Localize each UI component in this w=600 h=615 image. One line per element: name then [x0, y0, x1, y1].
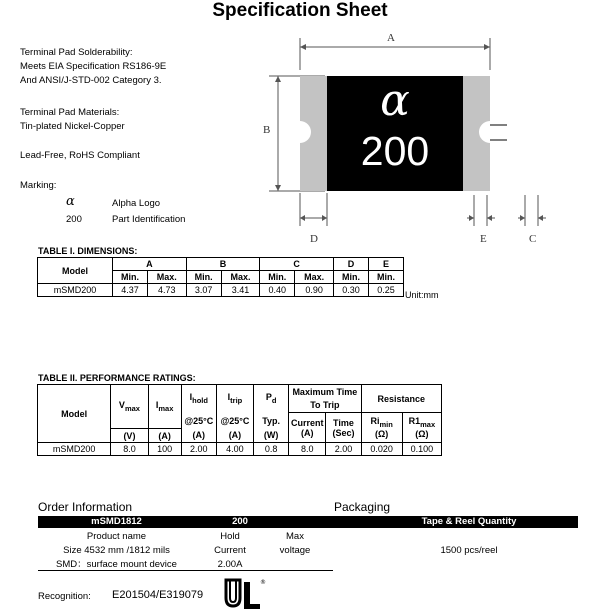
- unit-cell: (W): [254, 429, 289, 443]
- pd-header: $P_d$: [254, 385, 289, 413]
- order-header-bar: [38, 516, 578, 528]
- sub-header: Min.: [260, 271, 295, 284]
- max-time-header: Maximum Time To Trip: [289, 385, 361, 413]
- table-cell: 2.00: [181, 443, 216, 456]
- table-cell: 8.0: [111, 443, 148, 456]
- packaging-bar-label: Tape & Reel Quantity: [421, 516, 517, 527]
- unit-cell: (A): [216, 429, 253, 443]
- compliance-text: Lead-Free, RoHS Compliant: [20, 150, 140, 161]
- materials-line: Tin-plated Nickel-Copper: [20, 121, 125, 132]
- svg-text:®: ®: [260, 579, 266, 586]
- order-bar-part: mSMD1812: [91, 516, 142, 527]
- hold-label: Hold: [220, 531, 240, 542]
- materials-heading: Terminal Pad Materials:: [20, 107, 120, 118]
- sub-header: Min.: [186, 271, 221, 284]
- sub-header: Min.: [333, 271, 368, 284]
- voltage-label: Max: [286, 531, 304, 542]
- table-cell: 2.00: [326, 443, 361, 456]
- table1-caption: TABLE I. DIMENSIONS:: [38, 246, 138, 256]
- marking-alpha-desc: Alpha Logo: [112, 198, 161, 209]
- order-col-voltage: [255, 530, 335, 558]
- solderability-block: [20, 46, 166, 88]
- model-header: Model: [38, 385, 111, 443]
- voltage-label-2: voltage: [279, 545, 311, 556]
- table-cell: 0.020: [361, 443, 402, 456]
- order-info-title: Order Information: [38, 500, 133, 514]
- marking-code: 200: [66, 214, 82, 225]
- table-cell: 4.37: [113, 284, 148, 297]
- recognition-label: Recognition:: [38, 591, 91, 602]
- marking-code-desc: Part Identification: [112, 214, 186, 225]
- table-cell: 100: [148, 443, 181, 456]
- r1max-header: $R1_{max}$ (Ω): [402, 413, 441, 443]
- dimensions-table: [37, 257, 404, 297]
- ul-logo-icon: [220, 576, 268, 612]
- ihold-header: $I_{hold}$: [181, 385, 216, 413]
- solderability-line: Meets EIA Specification RS186-9E: [20, 61, 167, 72]
- time-header: Time (Sec): [326, 413, 361, 443]
- imax-header: $I_{max}$: [148, 385, 181, 429]
- dimension-label-a: A: [387, 32, 395, 44]
- sub-header: Min.: [113, 271, 148, 284]
- unit-cell: (A): [148, 429, 181, 443]
- pd-typ: Typ.: [254, 413, 289, 429]
- hold-value: 2.00A: [217, 559, 243, 570]
- table-cell: 0.25: [368, 284, 403, 297]
- left-pad-notch: [289, 121, 311, 143]
- table-cell: 8.0: [289, 443, 326, 456]
- group-header-b: B: [186, 258, 260, 271]
- table-cell: 0.40: [260, 284, 295, 297]
- model-header: Model: [38, 258, 113, 284]
- page-title: Specification Sheet: [212, 0, 388, 21]
- chip-alpha-logo: α: [380, 75, 410, 126]
- dimension-label-d: D: [310, 233, 318, 245]
- rimin-header: $Ri_{min}$ (Ω): [361, 413, 402, 443]
- table2-caption: TABLE II. PERFORMANCE RATINGS:: [38, 373, 196, 383]
- unit-label: Unit:mm: [405, 290, 439, 300]
- resistance-header: Resistance: [361, 385, 441, 413]
- table-cell: 4.00: [216, 443, 253, 456]
- marking-alpha-symbol: α: [66, 194, 75, 209]
- table-cell: 0.8: [254, 443, 289, 456]
- marking-label: Marking:: [20, 180, 57, 191]
- table-cell: 0.90: [295, 284, 334, 297]
- unit-cell: (A): [181, 429, 216, 443]
- itrip-temp: @25°C: [216, 413, 253, 429]
- performance-table: [37, 384, 442, 456]
- group-header-d: D: [333, 258, 368, 271]
- sub-header: Max.: [295, 271, 334, 284]
- sub-header: Max.: [147, 271, 186, 284]
- ihold-temp: @25°C: [181, 413, 216, 429]
- product-size: Size 4532 mm /1812 mils: [63, 545, 170, 556]
- table-row: [38, 284, 404, 297]
- chip-part-code: 200: [360, 128, 430, 174]
- unit-cell: (V): [111, 429, 148, 443]
- table-cell: 3.41: [221, 284, 260, 297]
- group-header-a: A: [113, 258, 187, 271]
- packaging-title: Packaging: [334, 500, 391, 514]
- materials-block: [20, 106, 125, 134]
- product-type: SMD：surface mount device: [56, 559, 177, 570]
- order-bar-hold: 200: [232, 516, 248, 527]
- solderability-heading: Terminal Pad Solderability:: [20, 47, 133, 58]
- itrip-header: $I_{trip}$: [216, 385, 253, 413]
- group-header-e: E: [368, 258, 403, 271]
- table-cell: 3.07: [186, 284, 221, 297]
- hold-label-2: Current: [214, 545, 246, 556]
- vmax-header: $V_{max}$: [111, 385, 148, 429]
- current-header: Current (A): [289, 413, 326, 443]
- product-name-label: Product name: [86, 531, 147, 542]
- table-cell: 0.30: [333, 284, 368, 297]
- table-cell: 0.100: [402, 443, 441, 456]
- table-cell: 4.73: [147, 284, 186, 297]
- sub-header: Max.: [221, 271, 260, 284]
- table-row: [38, 443, 442, 456]
- group-header-c: C: [260, 258, 334, 271]
- order-col-product: [38, 530, 195, 572]
- table-cell: mSMD200: [38, 443, 111, 456]
- table-cell: mSMD200: [38, 284, 113, 297]
- recognition-numbers: E201504/E319079: [112, 589, 204, 601]
- solderability-line: And ANSI/J-STD-002 Category 3.: [20, 75, 162, 86]
- sub-header: Min.: [368, 271, 403, 284]
- packaging-quantity: 1500 pcs/reel: [440, 545, 498, 556]
- dimension-label-b: B: [263, 124, 271, 136]
- dimension-label-c: C: [529, 233, 537, 245]
- dimension-label-e: E: [480, 233, 487, 245]
